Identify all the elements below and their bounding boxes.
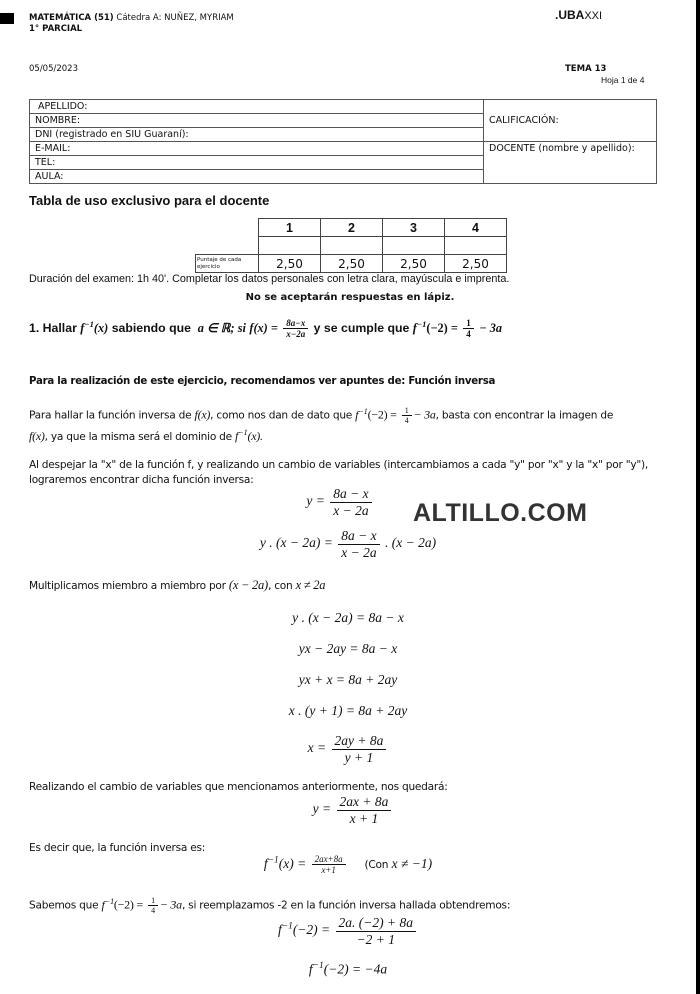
paragraph-1-line-2: f(x), ya que la misma será el dominio de $f^{-1}(x)$. bbox=[29, 428, 263, 443]
equation-3: y . (x − 2a) = 8a − x bbox=[292, 610, 404, 625]
equation-8: y = $\frac{2ax + 8a}{x + 1}$ bbox=[3, 794, 700, 826]
paragraph-2-line-1: Al despejar la "x" de la función f, y realizando un cambio de variables (intercambiamos a cada "y" por "x" y la "x" por "y"), bbox=[29, 459, 648, 471]
equation-1: y = $\frac{8a - x}{x - 2a}$ bbox=[0, 486, 690, 518]
grade-cell-4[interactable] bbox=[445, 237, 507, 255]
field-aula[interactable]: AULA: bbox=[30, 170, 484, 184]
col-header-2: 2 bbox=[321, 219, 383, 237]
col-header-4: 4 bbox=[445, 219, 507, 237]
grade-cell-1[interactable] bbox=[259, 237, 321, 255]
duration-instructions: Duración del examen: 1h 40'. Completar los datos personales con letra clara, mayúscula e imprenta. bbox=[29, 273, 510, 285]
chair: Cátedra A: NUÑEZ, MYRIAM bbox=[116, 13, 234, 23]
exam-type: 1° PARCIAL bbox=[29, 24, 83, 34]
sheet-number: Hoja 1 de 4 bbox=[601, 75, 645, 85]
equation-10: $f^{-1}(-2)$ = $\frac{2a. (-2) + 8a}{-2 + 1}$ bbox=[0, 915, 698, 947]
field-email[interactable]: E-MAIL: bbox=[30, 142, 484, 156]
statement-condition: y se cumple que bbox=[313, 321, 410, 336]
statement-q-den: 4 bbox=[466, 329, 471, 340]
subject: MATEMÁTICA (51) bbox=[29, 13, 114, 23]
score-1: 2,50 bbox=[259, 255, 321, 273]
equation-7: x = $\frac{2ay + 8a}{y + 1}$ bbox=[0, 733, 698, 765]
paragraph-1-line-1: Para hallar la función inversa de f(x), como nos dan de dato que $f^{-1}(-2)$ = $\frac{1}{4}$ − 3a, basta con encontrar la imagen de bbox=[29, 406, 614, 426]
exam-date: 05/05/2023 bbox=[29, 64, 78, 74]
field-calificacion[interactable]: CALIFICACIÓN: bbox=[484, 100, 657, 142]
paragraph-6: Sabemos que $f^{-1}(-2)$ = $\frac{1}{4}$ − 3a, si reemplazamos -2 en la función inversa hallada obtendremos: bbox=[29, 896, 511, 916]
score-3: 2,50 bbox=[383, 255, 445, 273]
field-docente[interactable]: DOCENTE (nombre y apellido): bbox=[484, 142, 657, 184]
score-2: 2,50 bbox=[321, 255, 383, 273]
uba-logo bbox=[555, 8, 602, 22]
paragraph-2-line-2: lograremos encontrar dicha función inversa: bbox=[29, 474, 254, 486]
field-nombre[interactable]: NOMBRE: bbox=[30, 114, 484, 128]
statement-rhs-right: − 3a bbox=[479, 321, 503, 336]
logo-suffix: XXI bbox=[584, 10, 603, 22]
teacher-table-title: Tabla de uso exclusivo para el docente bbox=[29, 193, 270, 208]
statement-prefix: 1. Hallar bbox=[29, 321, 77, 336]
field-dni[interactable]: DNI (registrado en SIU Guaraní): bbox=[30, 128, 484, 142]
paragraph-5: Es decir que, la función inversa es: bbox=[29, 842, 206, 854]
col-header-3: 3 bbox=[383, 219, 445, 237]
no-pencil-notice: No se aceptarán respuestas en lápiz. bbox=[245, 292, 455, 303]
grade-cell-2[interactable] bbox=[321, 237, 383, 255]
paragraph-4: Realizando el cambio de variables que mencionamos anteriormente, nos quedará: bbox=[29, 781, 448, 793]
grade-cell-3[interactable] bbox=[383, 237, 445, 255]
statement-a: a ∈ ℝ; si bbox=[197, 321, 246, 336]
logo-main: .UBA bbox=[555, 8, 585, 22]
exercise-statement: 1. Hallar $f^{-1}(x)$ sabiendo que a ∈ ℝ; si f(x) = $\frac{8a-x}{x-2a}$ y se cumple que $f^{-1}(-2)$ = $\frac{1}{4}$ − 3a bbox=[29, 318, 503, 340]
score-4: 2,50 bbox=[445, 255, 507, 273]
equation-9: $f^{-1}(x)$ = $\frac{2ax+8a}{x+1}$ (Con x ≠ −1) bbox=[263, 854, 433, 876]
statement-numerator: 8a−x bbox=[283, 318, 308, 329]
statement-denominator: x−2a bbox=[286, 329, 306, 340]
statement-q-num: 1 bbox=[463, 318, 474, 329]
col-header-1: 1 bbox=[259, 219, 321, 237]
equation-4: yx − 2ay = 8a − x bbox=[298, 641, 398, 656]
equation-6: x . (y + 1) = 8a + 2ay bbox=[288, 703, 408, 718]
scan-edge-bar bbox=[696, 0, 700, 994]
statement-rhs-left: (−2) = bbox=[426, 321, 458, 336]
recommendation: Para la realización de este ejercicio, recomendamos ver apuntes de: Función inversa bbox=[29, 376, 496, 387]
equation-2: y . (x − 2a) = $\frac{8a - x}{x - 2a}$ . (x − 2a) bbox=[259, 528, 437, 560]
equation-11: $f^{-1}(-2) = -4a$ bbox=[308, 961, 388, 977]
field-tel[interactable]: TEL: bbox=[30, 156, 484, 170]
exam-header bbox=[29, 13, 234, 35]
field-apellido[interactable]: APELLIDO: bbox=[30, 100, 484, 114]
statement-mid: sabiendo que bbox=[111, 321, 191, 336]
student-info-form bbox=[29, 99, 657, 184]
paragraph-3: Multiplicamos miembro a miembro por (x − 2a), con x ≠ 2a bbox=[29, 578, 326, 592]
statement-fx: f(x) = bbox=[249, 321, 278, 336]
teacher-score-table bbox=[195, 218, 507, 273]
scan-mark bbox=[0, 13, 14, 24]
equation-5: yx + x = 8a + 2ay bbox=[298, 672, 398, 687]
tema-label: TEMA 13 bbox=[565, 64, 607, 74]
altillo-watermark: ALTILLO.COM bbox=[413, 499, 588, 527]
score-row-label: Puntaje de cada ejercicio bbox=[196, 255, 259, 273]
